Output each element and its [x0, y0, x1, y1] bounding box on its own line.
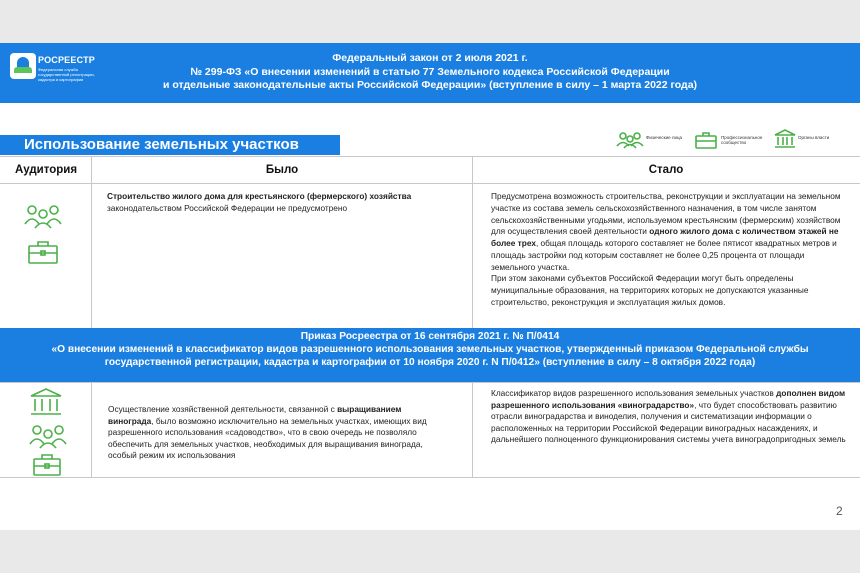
order-line: государственной регистрации, кадастра и картографии от 10 ноября 2020 г. N П/0412» (вступление в силу – 8 октября 2022 года) — [104, 357, 756, 368]
legend-professionals — [693, 129, 773, 151]
government-building-icon — [29, 387, 63, 417]
briefcase-icon — [32, 453, 62, 477]
header-audience: Аудитория — [14, 164, 78, 176]
row1-before-text — [107, 191, 427, 214]
people-icon — [23, 203, 63, 229]
header-after: Стало — [648, 164, 684, 176]
row1-before-rest: законодательством Российской Федерации не предусмотрено — [107, 202, 348, 213]
header-banner — [0, 43, 860, 103]
row1-after-p1b: , общая площадь которого составляет не более пятисот квадратных метров и площадь застройки под которым составляет не более 0,25 процента от площади земельного участка. — [491, 238, 837, 272]
briefcase-icon — [27, 239, 59, 265]
row1-after-bold: одного жилого дома с количеством этажей не более трех — [491, 226, 839, 248]
logo-name: РОСРЕЕСТР — [38, 55, 95, 65]
legend-individuals — [616, 129, 696, 151]
header-before: Было — [265, 164, 299, 176]
row2-after-b: , что будет способствовать развитию отрасли виноградарства и виноделия, получения и систематизации информации о расположенных на территории Российской Федерации виноградных насаждениях, и дальнейшего полноценного функционирования системы учета виноградопригодных земель — [491, 399, 846, 445]
row2-after-text — [491, 388, 847, 446]
row1-after-p2: При этом законами субъектов Российской Федерации могут быть определены муниципальные образования, на территориях которых не допускаются указанные строительство, реконструкция и эксплуатация жилых домов. — [491, 273, 809, 307]
legend-label: Органы власти — [798, 135, 830, 140]
people-icon — [616, 131, 644, 149]
law-title-line: и отдельные законодательные акты Российской Федерации» (вступление в силу – 1 марта 2022 года) — [162, 79, 698, 91]
row1-after-p1a: Предусмотрена возможность строительства, реконструкции и эксплуатации на земельном участке из состава земель сельскохозяйственного назначения, в том числе занятом сельскохозяйственными угодьями, используемом крестьянским (фермерским) хозяйством для осуществления своей деятельности — [491, 191, 841, 237]
slide — [0, 43, 860, 530]
law-title-line: № 299-ФЗ «О внесении изменений в статью 77 Земельного кодекса Российской Федерации — [190, 65, 670, 78]
rosreestr-logo — [10, 51, 100, 95]
law-title — [110, 52, 750, 93]
row1-after-text — [491, 191, 847, 309]
logo-subtitle: Федеральная служба государственной регистрации, кадастра и картографии — [38, 67, 95, 82]
people-icon — [28, 423, 68, 449]
order-line: «О внесении изменений в классификатор видов разрешенного использования земельных участков, утвержденный приказом Федеральной службы — [51, 344, 809, 355]
legend-label: Физические лица — [646, 135, 683, 140]
row2-after-bold: дополнен видом разрешенного использования «виноградарство» — [491, 388, 846, 410]
row2-before-b: , было возможно исключительно на земельных участках, имеющих вид разрешенного использования «садоводство», что в свою очередь не позволяло обеспечить для земельных участков, необходимых для выращивания винограда, особый режим их использования — [108, 415, 427, 461]
row2-before-text — [108, 404, 444, 462]
order-banner — [0, 328, 860, 382]
government-building-icon — [774, 129, 796, 149]
legend-authorities — [772, 129, 852, 151]
legend-label: Профессиональное сообщество — [721, 135, 763, 145]
section-title: Использование земельных участков — [0, 135, 340, 155]
row1-before-bold: Строительство жилого дома для крестьянского (фермерского) хозяйства — [107, 191, 412, 201]
row2-before-bold: выращиванием винограда — [108, 404, 402, 426]
rosreestr-logo-icon — [10, 53, 36, 79]
briefcase-icon — [695, 131, 717, 149]
row2-after-a: Классификатор видов разрешенного использования земельных участков — [491, 388, 777, 398]
law-title-line: Федеральный закон от 2 июля 2021 г. — [332, 52, 528, 64]
row2-before-a: Осуществление хозяйственной деятельности, связанной с — [108, 404, 338, 414]
page-number: 2 — [836, 504, 843, 518]
order-line: Приказ Росреестра от 16 сентября 2021 г. № П/0414 — [300, 331, 560, 342]
